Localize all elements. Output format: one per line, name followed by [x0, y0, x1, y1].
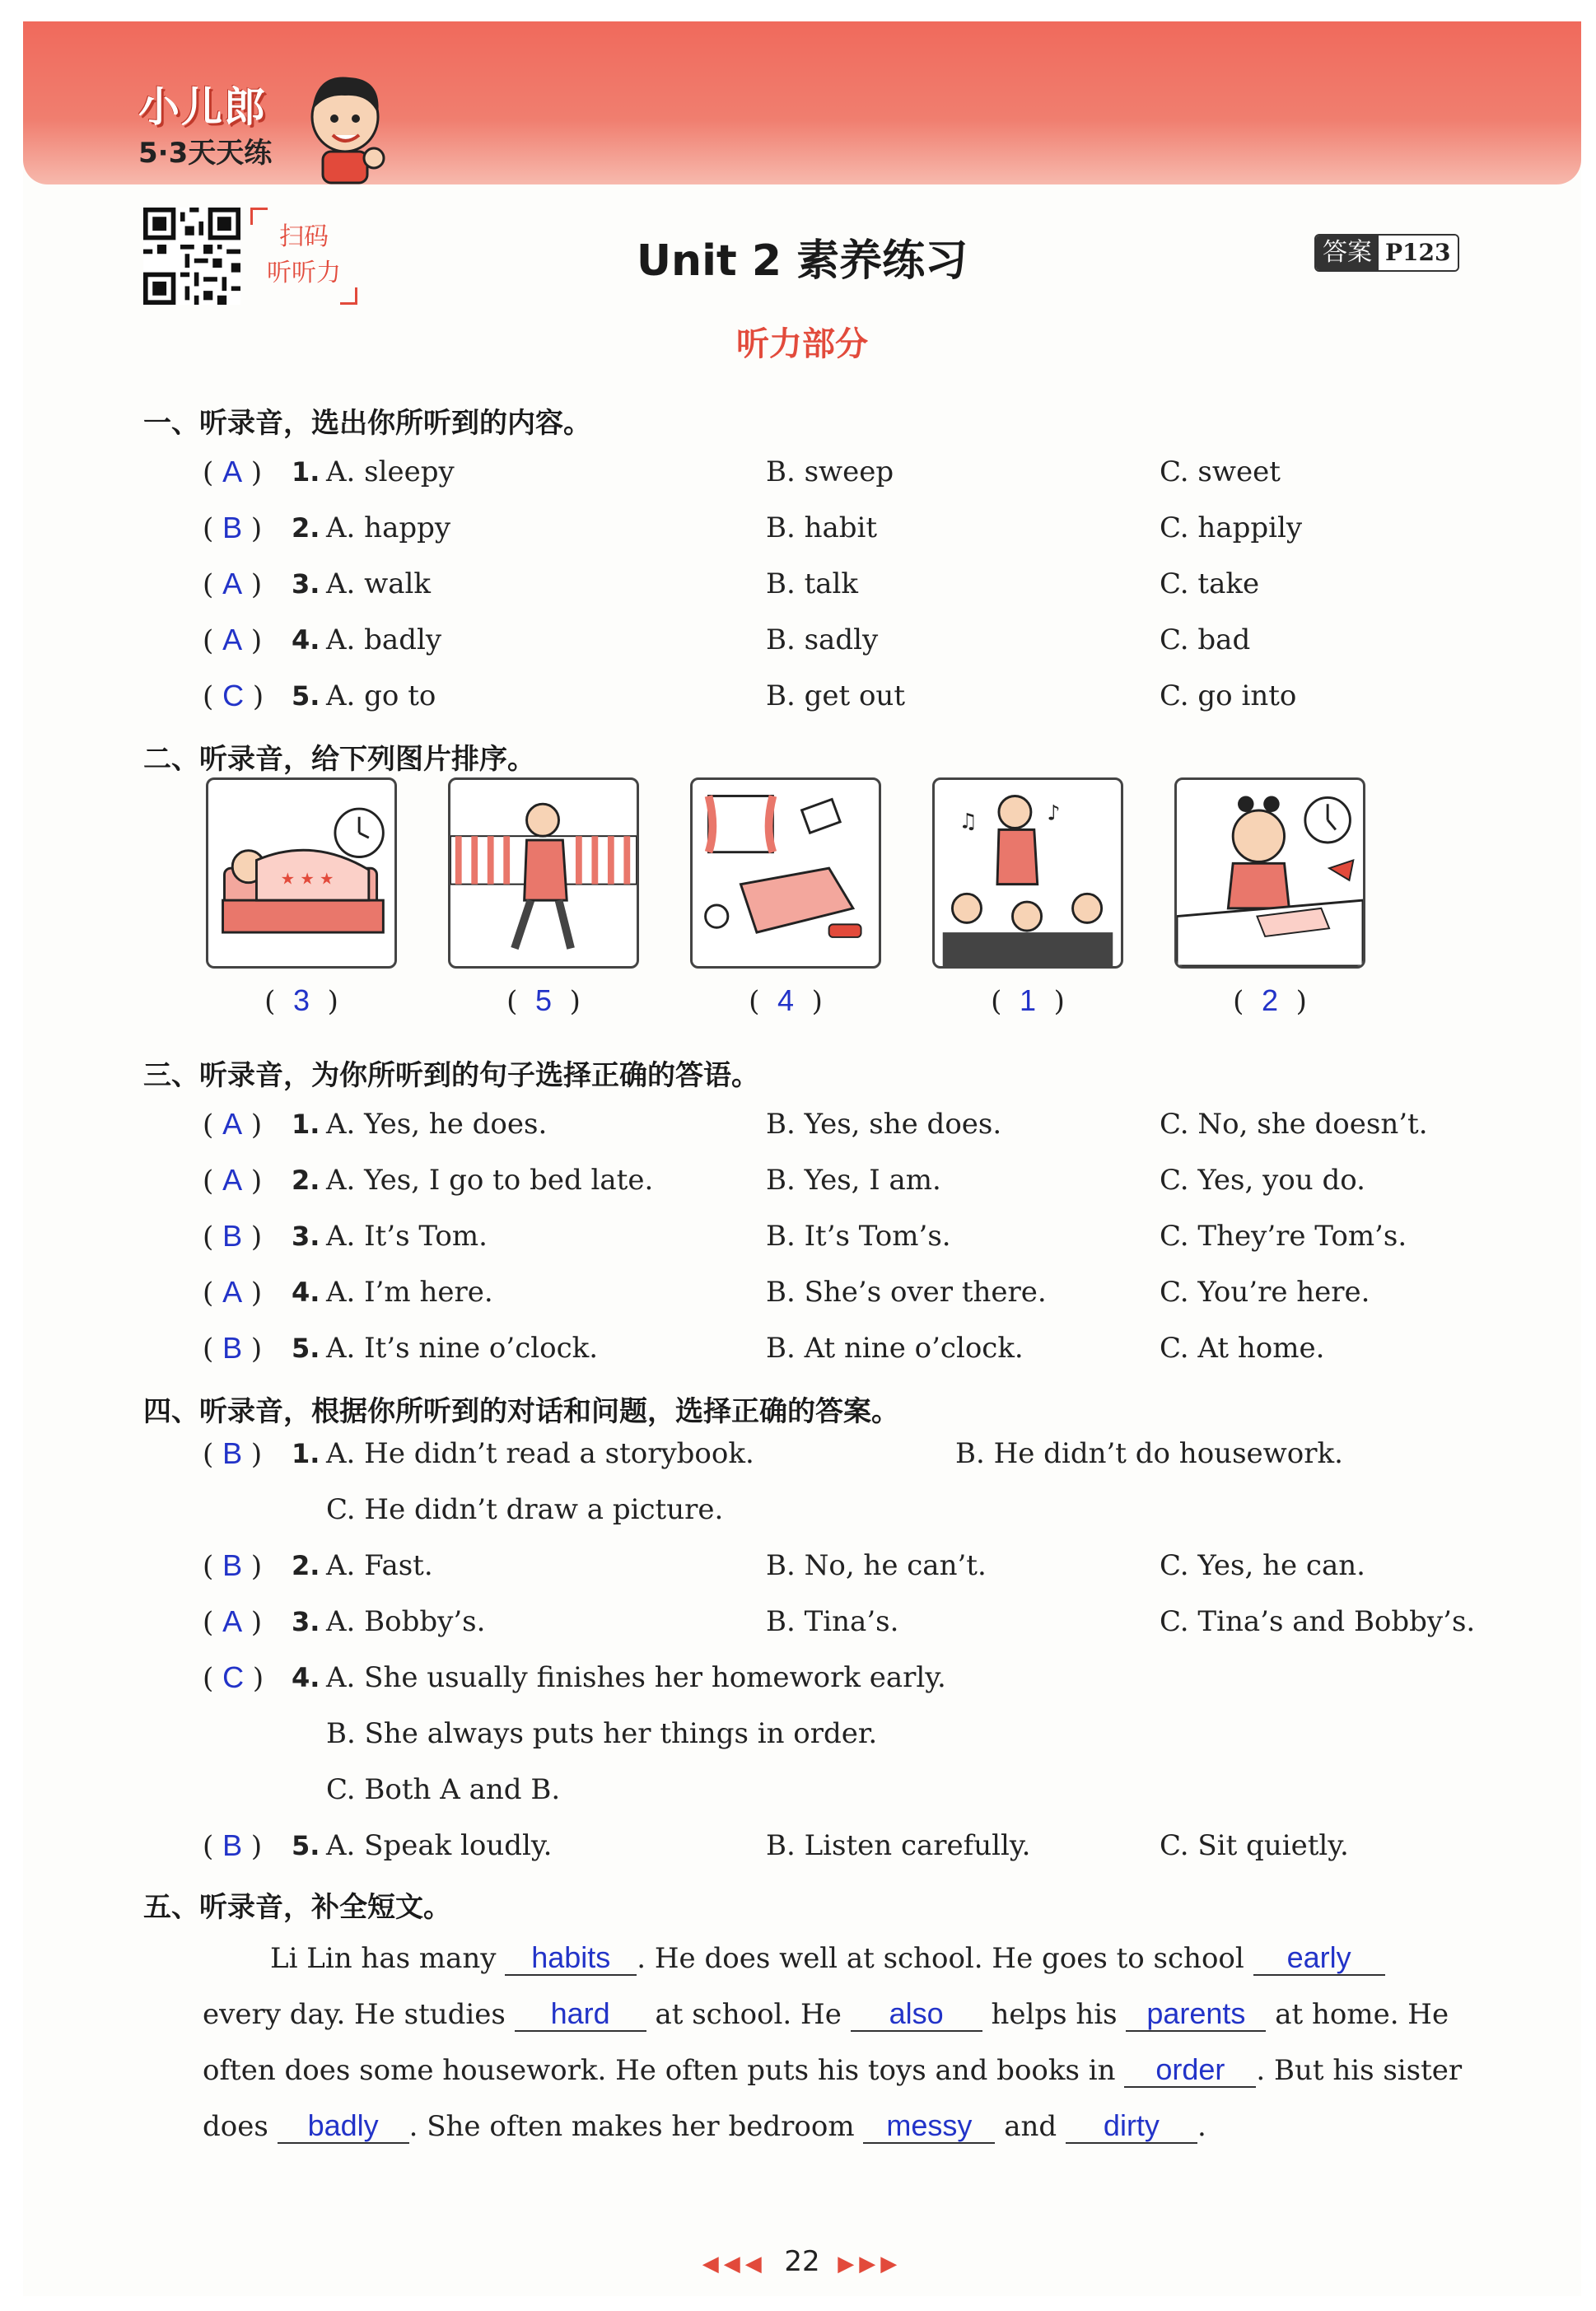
option-b: B. Tina’s. [766, 1605, 899, 1638]
option-a: A. She usually finishes her homework early. [326, 1661, 946, 1694]
option-c: C. take [1160, 567, 1260, 600]
svg-text:★ ★ ★: ★ ★ ★ [280, 869, 334, 889]
section1-heading: 一、听录音，选出你所听到的内容。 [143, 407, 591, 440]
blank-3[interactable]: hard [515, 1997, 646, 2032]
order-answer: 4 [777, 983, 795, 1017]
option-a: A. Bobby’s. [326, 1605, 486, 1638]
answer: A [222, 623, 243, 656]
page-number: 22 [784, 2245, 820, 2278]
option-b: B. It’s Tom’s. [766, 1220, 951, 1253]
section5-heading: 五、听录音，补全短文。 [143, 1891, 451, 1924]
passage-text: often does some housework. He often puts his toys and books in [203, 2054, 1116, 2087]
answer-label: 答案 [1316, 236, 1379, 270]
option-b: B. get out [766, 679, 905, 712]
blank-7[interactable]: badly [278, 2109, 409, 2144]
answer: A [222, 1163, 243, 1197]
scan-line-2: 听听力 [267, 259, 341, 287]
option-a: A. Fast. [326, 1549, 433, 1582]
option-c: C. Both A and B. [326, 1773, 561, 1806]
answer: A [222, 455, 243, 488]
page-footer [23, 2245, 1581, 2278]
option-a: A. Yes, he does. [326, 1108, 548, 1141]
question-number: 4. [292, 624, 320, 656]
passage-text: . But his sister [1256, 2054, 1463, 2087]
answer: C [222, 679, 245, 712]
option-c: C. Yes, he can. [1160, 1549, 1365, 1582]
option-a: A. It’s Tom. [326, 1220, 488, 1253]
option-a: A. sleepy [326, 455, 455, 488]
answer-page-badge [1314, 234, 1459, 272]
answer: A [222, 1107, 243, 1141]
order-answer: 5 [534, 983, 553, 1017]
question-number: 2. [292, 512, 320, 544]
option-c: C. sweet [1160, 455, 1281, 488]
order-answer: 2 [1261, 983, 1279, 1017]
option-b: B. Yes, she does. [766, 1108, 1002, 1141]
option-b: B. She always puts her things in order. [326, 1717, 878, 1750]
passage-line-3 [203, 2051, 1462, 2090]
option-c: C. Yes, you do. [1160, 1164, 1365, 1197]
question-number: 3. [292, 1606, 320, 1637]
picture-girl-doing-homework [1174, 777, 1365, 969]
answer: B [222, 1548, 243, 1582]
blank-9[interactable]: dirty [1066, 2109, 1197, 2144]
question-number: 1. [292, 1109, 320, 1140]
option-b: B. sadly [766, 623, 879, 656]
passage-text: . [1197, 2110, 1206, 2143]
option-b: B. He didn’t do housework. [955, 1437, 1343, 1470]
answer: A [222, 1275, 243, 1309]
picture-boy-sleeping [206, 777, 397, 969]
passage-text: helps his [991, 1998, 1118, 2031]
option-a: A. Yes, I go to bed late. [326, 1164, 654, 1197]
answer: B [222, 1331, 243, 1365]
option-b: B. talk [766, 567, 859, 600]
picture-man-walking [448, 777, 639, 969]
option-b: B. habit [766, 511, 878, 544]
section3-heading: 三、听录音，为你所听到的句子选择正确的答语。 [143, 1059, 759, 1092]
question-number: 5. [292, 1333, 320, 1364]
blank-2[interactable]: early [1253, 1941, 1385, 1976]
picture-teacher-and-students [932, 777, 1123, 969]
question-number: 1. [292, 1438, 320, 1469]
passage-text: . She often makes her bedroom [408, 2110, 855, 2143]
passage-line-2 [203, 1995, 1449, 2034]
next-arrows-icon: ▶▶▶ [838, 2252, 903, 2276]
answer: B [222, 1436, 243, 1470]
question-number: 4. [292, 1277, 320, 1308]
option-c: C. You’re here. [1160, 1276, 1370, 1309]
option-c: C. Tina’s and Bobby’s. [1160, 1605, 1476, 1638]
option-a: A. It’s nine o’clock. [326, 1332, 599, 1365]
picture-order-1: ( 3 ) [264, 983, 338, 1018]
brand-name: 小儿郎 [138, 83, 267, 131]
option-c: C. bad [1160, 623, 1251, 656]
option-c: C. happily [1160, 511, 1303, 544]
picture-messy-bedroom [690, 777, 881, 969]
section2-heading: 二、听录音，给下列图片排序。 [143, 743, 535, 776]
option-a: A. He didn’t read a storybook. [326, 1437, 754, 1470]
listening-part-heading: 听力部分 [736, 325, 868, 363]
option-b: B. sweep [766, 455, 894, 488]
passage-text: and [1004, 2110, 1057, 2143]
option-c: C. They’re Tom’s. [1160, 1220, 1407, 1253]
passage-line-4 [203, 2107, 1206, 2146]
mascot-boy-icon [300, 69, 390, 184]
option-c: C. At home. [1160, 1332, 1325, 1365]
passage-text: at school. He [655, 1998, 842, 2031]
question-number: 1. [292, 456, 320, 488]
option-c: C. He didn’t draw a picture. [326, 1493, 724, 1526]
order-answer: 1 [1019, 983, 1037, 1017]
workbook-page: 小儿郎 5·3天天练 扫码 听听力 Unit 2 素养练习 答案 P123 听力部分 一、听录音，选出你所听到的内容。 二、听录音，给下列图片排序。 ★ ★ ★ ♪ ♫ 三、听录音，为你所听到的句子选择正确的答语。 四、听录音，根据你所听到的对话和问题，选择正确的答案。 ( B ) 1. A. He didn’t read a storybook. B. He didn’t do housework. C. He didn’t draw a picture. ( B ) 2. A. Fast. B. No, he can’t. C. Yes, he can. ( A ) 3. A. Bobby’s. B. Tina’s. C. Tina’s and Bobby’s. ( C ) 4. A. She usually finishes her homework early. B. She always puts her things in order. C. Both A and B. ( B ) 5. A. Speak loudly. B. Listen carefully. C. Sit quietly. 五、听录音，补全短文。 Li Lin has many habits . He does well at school. He goes to school early every day. He studies hard at school. He also helps his parents at home. He often does some housework. He often puts his toys and books in order . But his sister does badly . She often makes her bedroom messy and dirty . ◀◀◀ 22 ▶▶▶ ( A ) 1. A. sleepy B. sweep C. sweet ( B ) 2. A. happy B. habit C. happily ( A ) 3. A. walk B. talk C. take ( A ) 4. A. badly B. sadly C. bad ( C ) 5. A. go to B. get out C. go into ( A ) 1. A. Yes, he does. B. Yes, she does. C. No, she doesn’t. ( A ) 2. A. Yes, I go to bed late. B. Yes, I am. C. Yes, you do. ( B ) 3. A. It’s Tom. B. It’s Tom’s. C. They’re Tom’s. ( A ) 4. A. I’m here. B. She’s over there. C. You’re here. ( B ) 5. A. It’s nine o’clock. B. At nine o’clock. C. At home. ( 3 ) ( 5 ) ( 4 ) ( 1 ) ( 2 ) [23, 21, 1581, 2296]
answer-page: P123 [1379, 236, 1458, 270]
passage-text: . He does well at school. He goes to school [637, 1942, 1244, 1975]
option-a: A. badly [326, 623, 442, 656]
question-number: 2. [292, 1550, 320, 1581]
option-a: A. I’m here. [326, 1276, 493, 1309]
option-c: C. Sit quietly. [1160, 1829, 1349, 1862]
picture-order-3: ( 4 ) [749, 983, 823, 1018]
option-c: C. No, she doesn’t. [1160, 1108, 1428, 1141]
blank-8[interactable]: messy [863, 2109, 995, 2144]
picture-order-2: ( 5 ) [506, 983, 581, 1018]
option-a: A. walk [326, 567, 432, 600]
answer: B [222, 1828, 243, 1862]
option-a: A. Speak loudly. [326, 1829, 553, 1862]
passage-text: at home. He [1275, 1998, 1449, 2031]
option-b: B. At nine o’clock. [766, 1332, 1024, 1365]
passage-text: every day. He studies [203, 1998, 506, 2031]
option-b: B. She’s over there. [766, 1276, 1047, 1309]
order-answer: 3 [292, 983, 310, 1017]
answer: A [222, 1604, 243, 1638]
option-c: C. go into [1160, 679, 1297, 712]
blank-4[interactable]: also [851, 1997, 982, 2032]
svg-text:♪: ♪ [1047, 800, 1061, 825]
passage-text: Li Lin has many [270, 1942, 497, 1975]
picture-order-5: ( 2 ) [1233, 983, 1307, 1018]
answer: B [222, 511, 243, 544]
option-b: B. Listen carefully. [766, 1829, 1031, 1862]
brand-sub: 5·3天天练 [138, 137, 273, 170]
blank-6[interactable]: order [1124, 2053, 1256, 2088]
blank-5[interactable]: parents [1126, 1997, 1266, 2032]
page-title: Unit 2 素养练习 [636, 236, 968, 286]
option-b: B. No, he can’t. [766, 1549, 987, 1582]
picture-order-4: ( 1 ) [991, 983, 1065, 1018]
passage-text: does [203, 2110, 268, 2143]
brand-logo [138, 74, 272, 170]
answer: A [222, 567, 243, 600]
svg-text:♫: ♫ [959, 808, 978, 833]
question-number: 3. [292, 1221, 320, 1252]
question-number: 5. [292, 680, 320, 712]
scan-line-1: 扫码 [279, 222, 329, 251]
option-a: A. go to [326, 679, 436, 712]
question-number: 4. [292, 1662, 320, 1693]
passage-line-1 [270, 1939, 1385, 1978]
section4-heading: 四、听录音，根据你所听到的对话和问题，选择正确的答案。 [143, 1395, 899, 1428]
prev-arrows-icon: ◀◀◀ [702, 2252, 767, 2276]
option-b: B. Yes, I am. [766, 1164, 941, 1197]
option-a: A. happy [326, 511, 451, 544]
answer: C [222, 1660, 245, 1694]
question-number: 3. [292, 568, 320, 600]
answer: B [222, 1219, 243, 1253]
question-number: 5. [292, 1830, 320, 1861]
blank-1[interactable]: habits [505, 1941, 637, 1976]
question-number: 2. [292, 1165, 320, 1196]
